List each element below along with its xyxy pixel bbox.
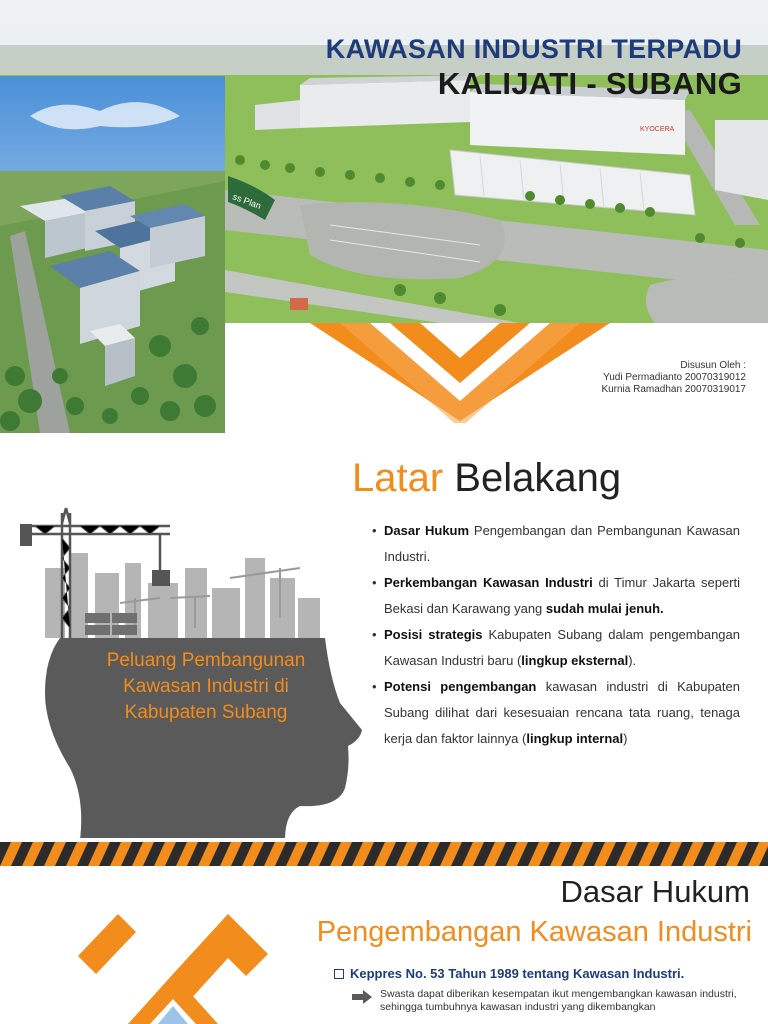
bullet-text: di Timur Jakarta seperti Bekasi dan Karawang yang [384,575,741,616]
bullet-bold-2: lingkup internal [526,731,624,746]
orange-chevron-roof-decoration [78,914,268,1024]
authors-label: Disusun Oleh : [680,360,746,371]
bullet-text: Pengembangan dan Pembangunan Kawasan Industri. [384,523,740,564]
list-item [372,674,740,752]
authors-block [601,360,746,396]
list-item [372,518,740,570]
cover-slide [0,0,768,438]
hazard-stripe-divider [0,842,768,866]
photo-sign-text: ss Plan [231,191,263,211]
bullet-text: Kabupaten Subang dalam pengembangan Kawasan Industri baru ( [384,627,740,668]
author-1: Yudi Permadianto 20070319012 [603,372,746,383]
arrow-right-icon [352,990,372,1004]
slide3-title-line1: Dasar Hukum [560,874,750,909]
list-item [372,570,740,622]
section-title-orange: Latar [352,456,444,500]
background-bullet-list [372,518,740,752]
legal-item [334,966,684,981]
bullet-bold: Posisi strategis [384,627,483,642]
author-2: Kurnia Ramadhan 20070319017 [601,384,746,395]
bullet-bold-2: sudah mulai jenuh. [545,601,664,616]
bullet-bold-2: lingkup eksternal [521,653,629,668]
head-caption: Peluang Pembangunan Kawasan Industri di Kabupaten Subang [106,650,306,723]
orange-chevron-decoration [300,323,620,423]
slide3-title-line2: Pengembangan Kawasan Industri [316,916,752,948]
legal-item-body: Swasta dapat diberikan kesempatan ikut mengembangkan kawasan industri, sehingga tumbuhnya kawasan industri yang dikembangkan [380,988,737,1013]
bullet-text: kawasan industri di Kabupaten Subang dilihat dari kesesuaian rencana tata ruang, tenaga kerja dan faktor lainnya ( [384,679,740,746]
checkbox-square-icon [334,969,344,979]
legal-item-text: Keppres No. 53 Tahun 1989 tentang Kawasan Industri. [350,966,685,981]
industrial-estate-render [0,76,225,433]
bullet-text-2: ). [628,653,637,668]
section-title [352,456,621,501]
legal-basis-slide [0,866,768,1024]
bullet-bold: Perkembangan Kawasan Industri [384,575,593,590]
list-item [372,622,740,674]
cover-title-line2: KALIJATI - SUBANG [437,66,742,101]
factory-logo-text: KYOCERA [640,126,675,133]
cover-title-line1: KAWASAN INDUSTRI TERPADU [325,34,742,64]
bullet-bold: Dasar Hukum [384,523,470,538]
bullet-bold: Potensi pengembangan [384,679,537,694]
background-slide [0,438,768,838]
section-title-dark: Belakang [454,456,622,500]
bullet-text-2: ) [623,731,628,746]
